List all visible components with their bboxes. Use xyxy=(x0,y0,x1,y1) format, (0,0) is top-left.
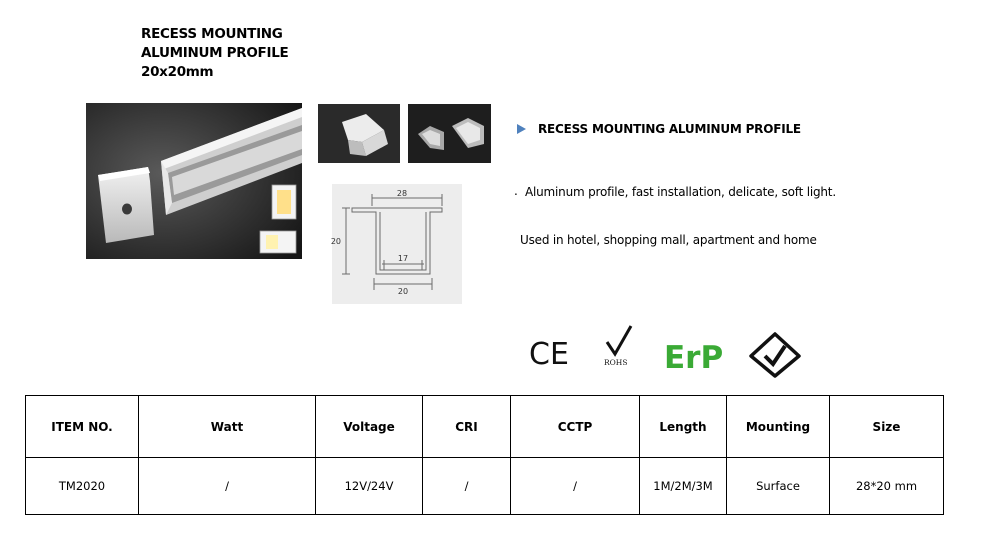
end-cap-photo xyxy=(318,104,400,163)
cell-watt: / xyxy=(139,458,316,515)
dim-top-width: 28 xyxy=(396,189,408,198)
cell-voltage: 12V/24V xyxy=(316,458,423,515)
dim-bottom-width: 20 xyxy=(397,287,409,296)
header-mounting: Mounting xyxy=(727,396,830,458)
header-voltage: Voltage xyxy=(316,396,423,458)
dim-height: 20 xyxy=(330,237,341,246)
table-header-row xyxy=(26,396,944,458)
cell-cctp: / xyxy=(511,458,640,515)
description-bullet: . xyxy=(514,184,518,198)
header-item-no: ITEM NO. xyxy=(26,396,139,458)
spec-table xyxy=(25,395,944,515)
header-size: Size xyxy=(830,396,944,458)
profile-photo xyxy=(86,103,302,259)
header-cri: CRI xyxy=(423,396,511,458)
certification-logos xyxy=(527,324,807,376)
title-line-1: RECESS MOUNTING xyxy=(141,26,283,42)
profile-dimension-drawing xyxy=(332,184,462,304)
cell-length: 1M/2M/3M xyxy=(640,458,727,515)
heading-arrow-icon xyxy=(517,124,526,134)
title-line-2: ALUMINUM PROFILE xyxy=(141,45,289,61)
erp-icon xyxy=(664,340,723,376)
svg-text:CE: CE xyxy=(529,337,569,372)
svg-text:ROHS: ROHS xyxy=(604,358,628,367)
product-heading: RECESS MOUNTING ALUMINUM PROFILE xyxy=(538,122,801,136)
product-title xyxy=(141,25,288,82)
header-length: Length xyxy=(640,396,727,458)
cell-item-no: TM2020 xyxy=(26,458,139,515)
cell-mounting: Surface xyxy=(727,458,830,515)
rohs-icon xyxy=(604,326,631,367)
cell-cri: / xyxy=(423,458,511,515)
product-usage: Used in hotel, shopping mall, apartment and home xyxy=(520,233,817,247)
rcm-icon xyxy=(751,334,799,376)
svg-text:ErP: ErP xyxy=(664,340,724,376)
product-description: Aluminum profile, fast installation, delicate, soft light. xyxy=(525,185,836,199)
header-watt: Watt xyxy=(139,396,316,458)
dim-inner-width: 17 xyxy=(397,254,409,263)
title-line-3: 20x20mm xyxy=(141,64,214,80)
mounting-clip-photo xyxy=(408,104,491,163)
table-row xyxy=(26,458,944,515)
cell-size: 28*20 mm xyxy=(830,458,944,515)
ce-icon xyxy=(529,337,569,372)
header-cctp: CCTP xyxy=(511,396,640,458)
